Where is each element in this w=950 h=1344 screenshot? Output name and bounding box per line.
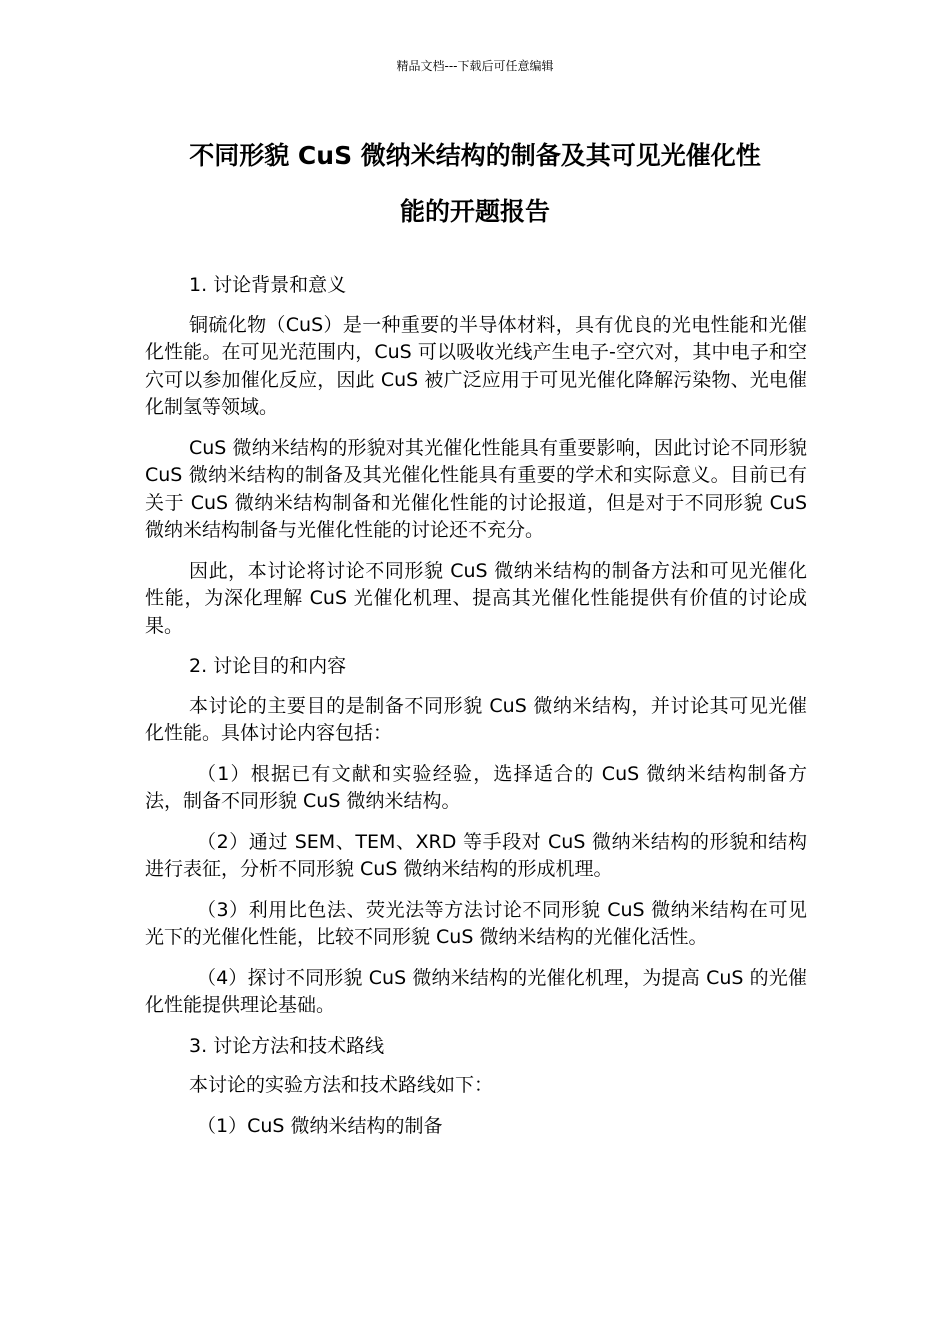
document-title-line-2: 能的开题报告 bbox=[399, 197, 550, 226]
section-heading-1: 1. 讨论背景和意义 bbox=[189, 274, 347, 296]
document-body bbox=[145, 272, 807, 1153]
section-heading-2: 2. 讨论目的和内容 bbox=[189, 655, 347, 677]
list-item: （1）CuS 微纳米结构的制备 bbox=[197, 1114, 443, 1137]
list-item: （1）根据已有文献和实验经验，选择适合的 CuS 微纳米结构制备方法，制备不同形貌 CuS 微纳米结构。 bbox=[145, 762, 807, 812]
paragraph: 铜硫化物（CuS）是一种重要的半导体材料，具有优良的光电性能和光催化性能。在可见光范围内，CuS 可以吸收光线产生电子-空穴对，其中电子和空穴可以参加催化反应，因此 CuS 被广泛应用于可见光催化降解污染物、光电催化制氢等领域。 bbox=[145, 313, 807, 418]
paragraph: 本讨论的实验方法和技术路线如下： bbox=[189, 1074, 494, 1096]
header-note: 精品文档---下载后可任意编辑 bbox=[396, 59, 554, 73]
list-item: （2）通过 SEM、TEM、XRD 等手段对 CuS 微纳米结构的形貌和结构进行表征，分析不同形貌 CuS 微纳米结构的形成机理。 bbox=[145, 830, 807, 880]
document-title-line-1: 不同形貌 CuS 微纳米结构的制备及其可见光催化性 bbox=[189, 141, 761, 170]
paragraph: CuS 微纳米结构的形貌对其光催化性能具有重要影响，因此讨论不同形貌 CuS 微纳米结构的制备及其光催化性能具有重要的学术和实际意义。目前已有关于 CuS 微纳米结构制备和光催化性能的讨论报道，但是对于不同形貌 CuS 微纳米结构制备与光催化性能的讨论还不充分。 bbox=[145, 436, 807, 541]
section-heading-3: 3. 讨论方法和技术路线 bbox=[189, 1034, 385, 1057]
paragraph: 本讨论的主要目的是制备不同形貌 CuS 微纳米结构，并讨论其可见光催化性能。具体讨论内容包括： bbox=[145, 694, 807, 744]
list-item: （3）利用比色法、荧光法等方法讨论不同形貌 CuS 微纳米结构在可见光下的光催化性能，比较不同形貌 CuS 微纳米结构的光催化活性。 bbox=[145, 898, 807, 948]
paragraph: 因此，本讨论将讨论不同形貌 CuS 微纳米结构的制备方法和可见光催化性能，为深化理解 CuS 光催化机理、提高其光催化性能提供有价值的讨论成果。 bbox=[145, 559, 807, 637]
list-item: （4）探讨不同形貌 CuS 微纳米结构的光催化机理，为提高 CuS 的光催化性能提供理论基础。 bbox=[145, 966, 807, 1016]
